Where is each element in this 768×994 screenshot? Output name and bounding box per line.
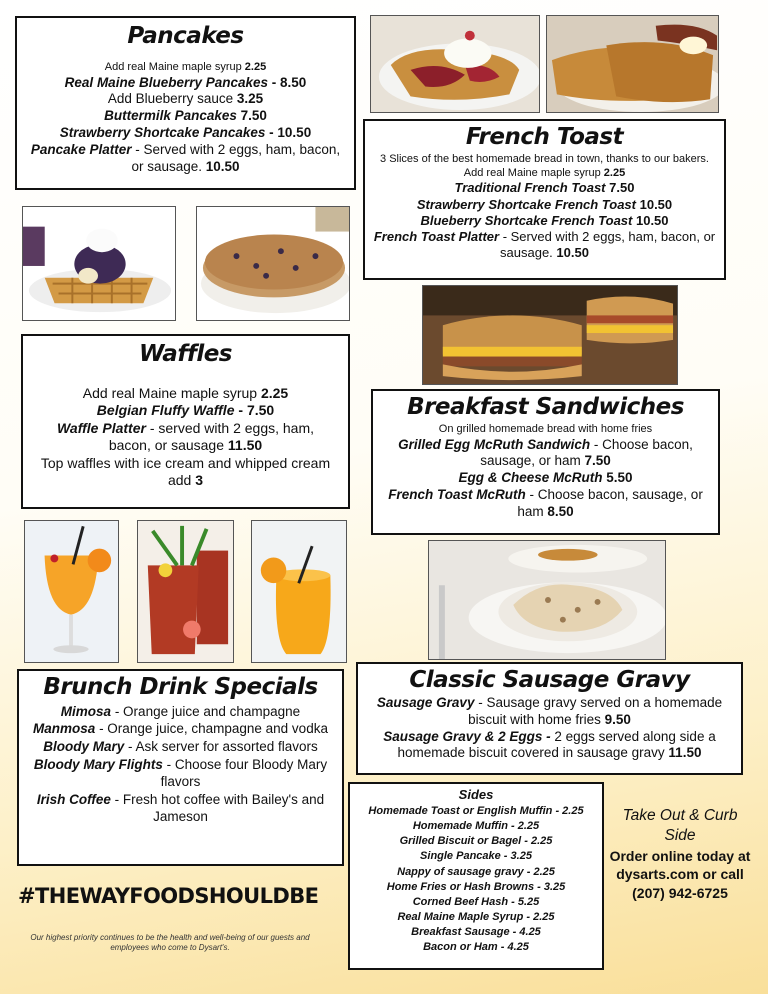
sausage-gravy-item: Sausage Gravy - Sausage gravy served on a homemade biscuit with home fries 9.50 xyxy=(376,694,723,727)
side-item: Single Pancake - 3.25 xyxy=(420,850,532,863)
french-toast-mcruth-item: French Toast McRuth - Choose bacon, sausage, or ham 8.50 xyxy=(388,487,703,519)
takeout-curbside-label: Take Out & Curb Side xyxy=(622,807,738,845)
pancakes-buttermilk-item: Buttermilk Pancakes 7.50 xyxy=(104,108,267,124)
drink-item: Bloody Mary - Ask server for assorted flavors xyxy=(43,738,318,754)
blueberry-pancakes-photo xyxy=(196,206,350,321)
sausage-gravy-photo xyxy=(428,540,666,660)
french-toast-intro: 3 Slices of the best homemade bread in town, thanks to our bakers. Add real Maine maple syrup 2.25 xyxy=(380,152,709,179)
waffles-section xyxy=(21,334,350,509)
side-item: Homemade Muffin - 2.25 xyxy=(412,820,540,833)
side-item: Bacon or Ham - 4.25 xyxy=(423,941,529,954)
sides-section xyxy=(348,782,604,970)
french-toast-title: French Toast xyxy=(465,124,624,150)
pancakes-blueberry-item: Real Maine Blueberry Pancakes - 8.50 xyxy=(64,74,307,90)
pancakes-strawberry-item: Strawberry Shortcake Pancakes - 10.50 xyxy=(59,125,312,141)
order-online-text: Order online today at dysarts.com or call xyxy=(609,847,751,883)
drink-item: Irish Coffee - Fresh hot coffee with Bailey's and Jameson xyxy=(36,791,325,825)
pancakes-platter-item: Pancake Platter - Served with 2 eggs, ham, bacon, or sausage. 10.50 xyxy=(30,142,341,174)
sausage-gravy-title: Classic Sausage Gravy xyxy=(409,667,690,693)
health-note: Our highest priority continues to be the health and well-being of our guests and employees who come to Dysart's. xyxy=(30,933,310,953)
breakfast-sandwich-photo xyxy=(422,285,678,385)
waffles-platter-item: Waffle Platter - served with 2 eggs, ham, bacon, or sausage 11.50 xyxy=(56,419,315,454)
orange-juice-drink-photo xyxy=(251,520,347,663)
waffles-title: Waffles xyxy=(138,341,232,367)
side-item: Breakfast Sausage - 4.25 xyxy=(411,926,541,939)
egg-cheese-mcruth-item: Egg & Cheese McRuth 5.50 xyxy=(458,470,633,486)
french-toast-butter-photo xyxy=(546,15,719,113)
french-toast-blueberry-item: Blueberry Shortcake French Toast 10.50 xyxy=(420,212,669,228)
blueberry-waffle-photo xyxy=(22,206,176,321)
pancakes-title: Pancakes xyxy=(127,23,244,49)
brunch-drinks-section xyxy=(17,669,344,866)
side-item: Real Maine Maple Syrup - 2.25 xyxy=(397,911,555,924)
french-toast-section xyxy=(363,119,726,280)
grilled-egg-mcruth-item: Grilled Egg McRuth Sandwich - Choose bacon, sausage, or ham 7.50 xyxy=(398,436,693,469)
side-item: Corned Beef Hash - 5.25 xyxy=(412,895,540,908)
pancakes-sauce-line: Add Blueberry sauce 3.25 xyxy=(107,91,264,107)
mimosa-drink-photo xyxy=(24,520,119,663)
breakfast-sandwiches-title: Breakfast Sandwiches xyxy=(407,394,684,420)
breakfast-sandwiches-intro: On grilled homemade bread with home fries xyxy=(438,422,653,435)
pancakes-syrup-line: Add real Maine maple syrup 2.25 xyxy=(104,60,267,73)
side-item: Nappy of sausage gravy - 2.25 xyxy=(397,865,555,878)
drink-item: Bloody Mary Flights - Choose four Bloody Mary flavors xyxy=(33,756,328,790)
drink-item: Mimosa - Orange juice and champagne xyxy=(60,703,301,719)
brunch-drinks-title: Brunch Drink Specials xyxy=(43,674,318,700)
bloody-mary-drink-photo xyxy=(137,520,234,663)
drink-item: Manmosa - Orange juice, champagne and vodka xyxy=(33,721,328,737)
side-item: Homemade Toast or English Muffin - 2.25 xyxy=(368,804,584,817)
french-toast-berries-photo xyxy=(370,15,540,113)
french-toast-strawberry-item: Strawberry Shortcake French Toast 10.50 xyxy=(416,196,673,212)
waffles-syrup-line: Add real Maine maple syrup 2.25 xyxy=(82,384,289,401)
phone-number[interactable]: (207) 942-6725 xyxy=(632,884,728,901)
sausage-gravy-eggs-item: Sausage Gravy & 2 Eggs - 2 eggs served along side a homemade biscuit covered in sausage gravy 11.50 xyxy=(383,728,716,761)
side-item: Home Fries or Hash Browns - 3.25 xyxy=(386,880,566,893)
sausage-gravy-section xyxy=(356,662,743,775)
side-item: Grilled Biscuit or Bagel - 2.25 xyxy=(399,835,553,848)
french-toast-platter-item: French Toast Platter - Served with 2 eggs, ham, bacon, or sausage. 10.50 xyxy=(373,229,716,261)
sides-title: Sides xyxy=(458,787,494,802)
waffles-topping-line: Top waffles with ice cream and whipped cream add 3 xyxy=(40,454,331,489)
french-toast-traditional-item: Traditional French Toast 7.50 xyxy=(454,180,635,196)
pancakes-section xyxy=(15,16,356,190)
breakfast-sandwiches-section xyxy=(371,389,720,535)
takeout-info xyxy=(606,806,754,902)
waffles-belgian-item: Belgian Fluffy Waffle - 7.50 xyxy=(96,402,275,419)
hashtag-slogan: #THEWAYFOODSHOULDBE xyxy=(18,884,319,908)
